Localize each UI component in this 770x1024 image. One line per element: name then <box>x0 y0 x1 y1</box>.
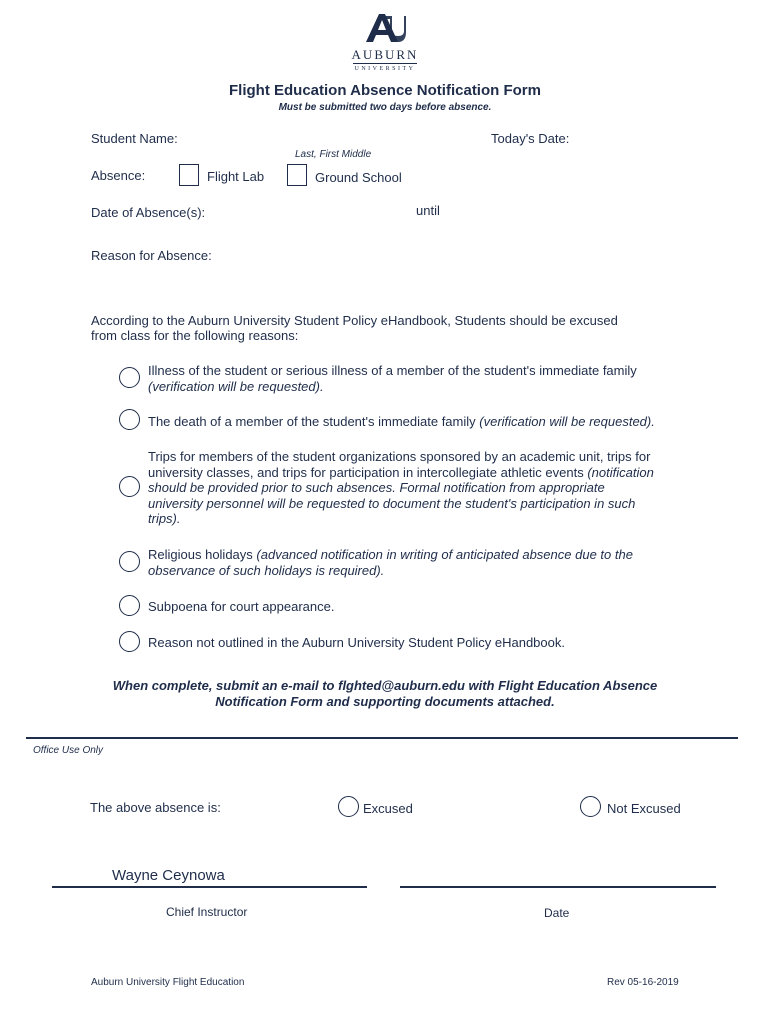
reason-death-note: (verification will be requested). <box>479 414 655 429</box>
not-excused-radio[interactable] <box>580 796 601 817</box>
signature-line <box>52 886 367 888</box>
reason-religious-label: Religious holidays <box>148 547 253 562</box>
reason-other-label: Reason not outlined in the Auburn University Student Policy eHandbook. <box>148 635 565 650</box>
reason-trips-radio[interactable] <box>119 476 140 497</box>
reason-trips-note-4: trips). <box>148 511 181 526</box>
reason-religious-note-1: (advanced notification in writing of anticipated absence due to the <box>256 547 633 562</box>
reason-religious-radio[interactable] <box>119 551 140 572</box>
footer-organization: Auburn University Flight Education <box>91 977 245 988</box>
excused-label: Excused <box>363 801 413 816</box>
logo-university: UNIVERSITY <box>354 66 416 72</box>
logo-divider <box>353 63 417 64</box>
reason-trips-text <box>148 449 668 527</box>
excused-radio[interactable] <box>338 796 359 817</box>
reason-label: Reason for Absence: <box>91 248 212 263</box>
ground-school-label: Ground School <box>315 170 402 185</box>
auburn-au-logo-icon <box>364 13 406 43</box>
reason-illness-text <box>148 363 668 394</box>
reason-religious-note-2: observance of such holidays is required). <box>148 562 385 578</box>
reason-trips-note-2: should be provided prior to such absences. Formal notification from appropriate <box>148 480 605 495</box>
submit-instructions-line-2: Notification Form and supporting documents attached. <box>215 694 555 709</box>
date-of-absence-label: Date of Absence(s): <box>91 205 206 220</box>
reason-trips-line-2: university classes, and trips for participation in intercollegiate athletic events <box>148 464 584 480</box>
reason-illness-radio[interactable] <box>119 367 140 388</box>
flight-lab-label: Flight Lab <box>207 169 265 184</box>
submit-instructions-line-1: When complete, submit an e-mail to flghted@auburn.edu with Flight Education Absence <box>112 678 658 693</box>
ground-school-checkbox[interactable] <box>287 164 307 186</box>
form-subtitle: Must be submitted two days before absence. <box>278 102 492 113</box>
reason-religious-text <box>148 547 668 578</box>
logo-wordmark: AUBURN <box>351 47 419 62</box>
policy-intro-line-1: According to the Auburn University Student Policy eHandbook, Students should be excused <box>91 313 618 328</box>
name-format-hint: Last, First Middle <box>295 149 372 160</box>
date-label: Date <box>544 906 570 920</box>
not-excused-label: Not Excused <box>607 801 681 816</box>
reason-trips-note-1: (notification <box>587 464 654 480</box>
date-line <box>400 886 716 888</box>
until-label: until <box>416 203 440 218</box>
reason-death-radio[interactable] <box>119 409 140 430</box>
reason-death-label: The death of a member of the student's immediate family <box>148 414 476 429</box>
reason-trips-note-3: university personnel will be requested to document the student's participation in such <box>148 495 636 511</box>
above-absence-label: The above absence is: <box>90 800 221 815</box>
policy-intro-line-2: from class for the following reasons: <box>91 328 299 343</box>
reason-trips-line-1: Trips for members of the student organizations sponsored by an academic unit, trips for <box>148 449 651 464</box>
chief-instructor-label: Chief Instructor <box>166 905 248 919</box>
todays-date-label: Today's Date: <box>491 131 570 146</box>
flight-lab-checkbox[interactable] <box>179 164 199 186</box>
office-use-label: Office Use Only <box>33 745 104 756</box>
office-use-divider <box>26 737 738 739</box>
form-title: Flight Education Absence Notification Form <box>229 82 541 99</box>
reason-illness-label: Illness of the student or serious illness of a member of the student's immediate family <box>148 363 637 378</box>
reason-death-text <box>148 414 655 430</box>
footer-revision: Rev 05-16-2019 <box>607 977 679 988</box>
student-name-label: Student Name: <box>91 131 178 146</box>
instructor-signature: Wayne Ceynowa <box>112 867 225 884</box>
reason-illness-note: (verification will be requested). <box>148 378 324 394</box>
reason-subpoena-label: Subpoena for court appearance. <box>148 599 335 614</box>
reason-subpoena-radio[interactable] <box>119 595 140 616</box>
reason-other-radio[interactable] <box>119 631 140 652</box>
absence-label: Absence: <box>91 168 146 183</box>
